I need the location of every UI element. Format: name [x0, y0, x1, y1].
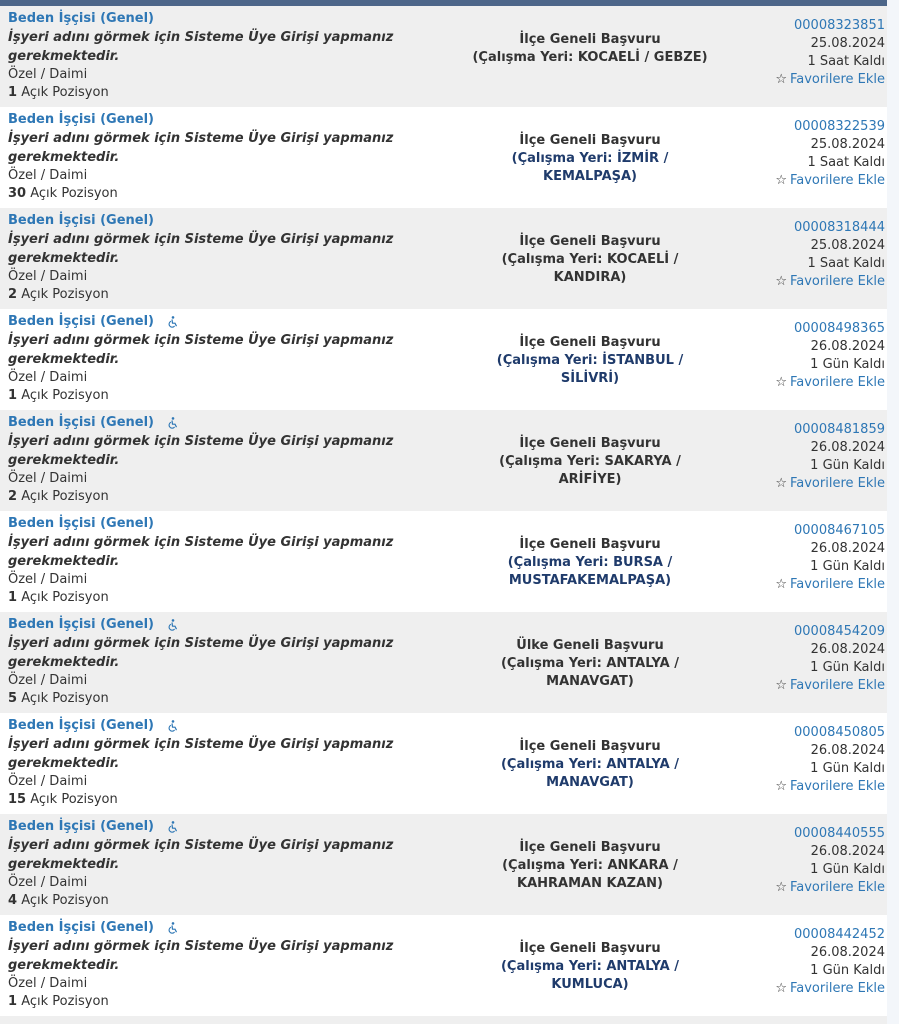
favorites-label: Favorilere Ekle	[789, 274, 885, 289]
time-remaining: 1 Gün Kaldı	[810, 458, 885, 473]
job-title-line	[8, 919, 448, 936]
listing-id-link[interactable]: 00008440555	[794, 826, 885, 841]
job-title-link[interactable]: Beden İşçisi (Genel)	[8, 920, 154, 935]
deadline-date: 26.08.2024	[810, 339, 885, 354]
favorites-label: Favorilere Ekle	[789, 375, 885, 390]
job-listing-row	[0, 107, 887, 208]
favorites-label: Favorilere Ekle	[789, 880, 885, 895]
job-info	[8, 919, 448, 1011]
job-info	[8, 818, 448, 910]
scope-label: Ülke Geneli Başvuru	[516, 638, 664, 653]
favorites-label: Favorilere Ekle	[789, 779, 885, 794]
favorites-label: Favorilere Ekle	[789, 577, 885, 592]
job-info	[8, 717, 448, 809]
favorites-label: Favorilere Ekle	[789, 476, 885, 491]
positions-label: Açık Pozisyon	[30, 186, 118, 201]
application-scope	[470, 31, 710, 67]
positions-label: Açık Pozisyon	[21, 590, 109, 605]
scope-label: İlçe Geneli Başvuru	[519, 739, 661, 754]
job-title-line	[8, 111, 448, 128]
add-to-favorites-link[interactable]	[745, 475, 885, 493]
listing-meta	[745, 421, 885, 493]
listing-meta	[745, 623, 885, 695]
listing-id-link[interactable]: 00008467105	[794, 523, 885, 538]
application-scope	[470, 637, 710, 691]
accessibility-icon	[166, 315, 180, 329]
scope-label: İlçe Geneli Başvuru	[519, 32, 661, 47]
listing-meta	[745, 118, 885, 190]
add-to-favorites-link[interactable]	[745, 677, 885, 695]
listing-meta	[745, 320, 885, 392]
time-remaining: 1 Saat Kaldı	[807, 155, 885, 170]
positions-label: Açık Pozisyon	[21, 489, 109, 504]
listing-id-link[interactable]: 00008481859	[794, 422, 885, 437]
open-positions	[8, 993, 448, 1011]
employment-type: Özel / Daimi	[8, 976, 88, 991]
positions-count: 1	[8, 388, 18, 403]
accessibility-icon	[166, 921, 180, 935]
job-title-link[interactable]: Beden İşçisi (Genel)	[8, 819, 154, 834]
job-listing-row	[0, 814, 887, 915]
employer-notice: İşyeri adını görmek için Sisteme Üye Girişi yapmanız gerekmektedir.	[8, 131, 394, 165]
employer-notice: İşyeri adını görmek için Sisteme Üye Girişi yapmanız gerekmektedir.	[8, 535, 394, 569]
add-to-favorites-link[interactable]	[745, 71, 885, 89]
employment-type: Özel / Daimi	[8, 168, 88, 183]
employer-notice: İşyeri adını görmek için Sisteme Üye Girişi yapmanız gerekmektedir.	[8, 939, 394, 973]
listing-id-link[interactable]: 00008323851	[794, 18, 885, 33]
employment-type: Özel / Daimi	[8, 471, 88, 486]
employer-notice: İşyeri adını görmek için Sisteme Üye Girişi yapmanız gerekmektedir.	[8, 737, 394, 771]
application-scope	[470, 839, 710, 893]
work-location: (Çalışma Yeri: ANKARA / KAHRAMAN KAZAN)	[502, 858, 678, 891]
open-positions	[8, 286, 448, 304]
employment-type: Özel / Daimi	[8, 67, 88, 82]
job-title-line	[8, 10, 448, 27]
favorites-label: Favorilere Ekle	[789, 72, 885, 87]
employer-notice: İşyeri adını görmek için Sisteme Üye Girişi yapmanız gerekmektedir.	[8, 636, 394, 670]
employer-notice: İşyeri adını görmek için Sisteme Üye Girişi yapmanız gerekmektedir.	[8, 333, 394, 367]
positions-count: 2	[8, 489, 18, 504]
star-outline-icon: ☆	[775, 72, 787, 87]
add-to-favorites-link[interactable]	[745, 778, 885, 796]
star-outline-icon: ☆	[775, 274, 787, 289]
work-location: (Çalışma Yeri: KOCAELİ / KANDIRA)	[501, 252, 679, 285]
job-listing-row	[0, 410, 887, 511]
job-title-line	[8, 515, 448, 532]
employer-notice: İşyeri adını görmek için Sisteme Üye Girişi yapmanız gerekmektedir.	[8, 838, 394, 872]
time-remaining: 1 Gün Kaldı	[810, 761, 885, 776]
job-info	[8, 10, 448, 102]
application-scope	[470, 435, 710, 489]
accessibility-icon	[166, 719, 180, 733]
employer-notice: İşyeri adını görmek için Sisteme Üye Girişi yapmanız gerekmektedir.	[8, 232, 394, 266]
open-positions	[8, 84, 448, 102]
job-title-line	[8, 313, 448, 330]
star-outline-icon: ☆	[775, 880, 787, 895]
deadline-date: 26.08.2024	[810, 844, 885, 859]
scope-label: İlçe Geneli Başvuru	[519, 840, 661, 855]
job-info	[8, 414, 448, 506]
add-to-favorites-link[interactable]	[745, 576, 885, 594]
listing-id-link[interactable]: 00008442452	[794, 927, 885, 942]
work-location: (Çalışma Yeri: ANTALYA / MANAVGAT)	[500, 757, 679, 790]
job-title-line	[8, 212, 448, 229]
employment-type: Özel / Daimi	[8, 875, 88, 890]
positions-label: Açık Pozisyon	[21, 994, 109, 1009]
positions-label: Açık Pozisyon	[21, 893, 109, 908]
listing-id-link[interactable]: 00008454209	[794, 624, 885, 639]
job-listing-row	[0, 511, 887, 612]
time-remaining: 1 Saat Kaldı	[807, 256, 885, 271]
employment-type: Özel / Daimi	[8, 572, 88, 587]
job-info	[8, 313, 448, 405]
job-info	[8, 111, 448, 203]
time-remaining: 1 Gün Kaldı	[810, 357, 885, 372]
job-title-link[interactable]: Beden İşçisi (Genel)	[8, 112, 154, 127]
application-scope	[470, 132, 710, 186]
open-positions	[8, 488, 448, 506]
work-location: (Çalışma Yeri: BURSA / MUSTAFAKEMALPAŞA)	[507, 555, 673, 588]
favorites-label: Favorilere Ekle	[789, 981, 885, 996]
job-listing-row	[0, 915, 887, 1016]
star-outline-icon: ☆	[775, 577, 787, 592]
positions-label: Açık Pozisyon	[21, 691, 109, 706]
employment-type: Özel / Daimi	[8, 370, 88, 385]
star-outline-icon: ☆	[775, 375, 787, 390]
work-location: (Çalışma Yeri: SAKARYA / ARİFİYE)	[499, 454, 681, 487]
listing-meta	[745, 219, 885, 291]
accessibility-icon	[166, 416, 180, 430]
deadline-date: 26.08.2024	[810, 541, 885, 556]
listing-id-link[interactable]: 00008318444	[794, 220, 885, 235]
scope-label: İlçe Geneli Başvuru	[519, 537, 661, 552]
open-positions	[8, 589, 448, 607]
time-remaining: 1 Gün Kaldı	[810, 559, 885, 574]
deadline-date: 26.08.2024	[810, 945, 885, 960]
application-scope	[470, 536, 710, 590]
star-outline-icon: ☆	[775, 981, 787, 996]
application-scope	[470, 233, 710, 287]
star-outline-icon: ☆	[775, 476, 787, 491]
positions-label: Açık Pozisyon	[21, 85, 109, 100]
scope-label: İlçe Geneli Başvuru	[519, 436, 661, 451]
open-positions	[8, 387, 448, 405]
employment-type: Özel / Daimi	[8, 673, 88, 688]
positions-count: 4	[8, 893, 18, 908]
time-remaining: 1 Saat Kaldı	[807, 54, 885, 69]
listing-id-link[interactable]: 00008498365	[794, 321, 885, 336]
positions-count: 1	[8, 590, 18, 605]
deadline-date: 26.08.2024	[810, 743, 885, 758]
deadline-date: 26.08.2024	[810, 440, 885, 455]
job-title-line	[8, 818, 448, 835]
star-outline-icon: ☆	[775, 779, 787, 794]
time-remaining: 1 Gün Kaldı	[810, 660, 885, 675]
scope-label: İlçe Geneli Başvuru	[519, 335, 661, 350]
job-title-link[interactable]: Beden İşçisi (Genel)	[8, 415, 154, 430]
job-title-link[interactable]: Beden İşçisi (Genel)	[8, 516, 154, 531]
time-remaining: 1 Gün Kaldı	[810, 963, 885, 978]
favorites-label: Favorilere Ekle	[789, 678, 885, 693]
work-location: (Çalışma Yeri: KOCAELİ / GEBZE)	[472, 50, 708, 65]
positions-count: 30	[8, 186, 27, 201]
application-scope	[470, 334, 710, 388]
positions-count: 1	[8, 994, 18, 1009]
work-location: (Çalışma Yeri: İSTANBUL / SİLİVRİ)	[496, 353, 684, 386]
add-to-favorites-link[interactable]	[745, 879, 885, 897]
time-remaining: 1 Gün Kaldı	[810, 862, 885, 877]
job-info	[8, 616, 448, 708]
scope-label: İlçe Geneli Başvuru	[519, 941, 661, 956]
job-listing-row	[0, 309, 887, 410]
open-positions	[8, 791, 448, 809]
star-outline-icon: ☆	[775, 678, 787, 693]
add-to-favorites-link[interactable]	[745, 273, 885, 291]
positions-label: Açık Pozisyon	[21, 388, 109, 403]
positions-count: 2	[8, 287, 18, 302]
add-to-favorites-link[interactable]	[745, 374, 885, 392]
job-title-link[interactable]: Beden İşçisi (Genel)	[8, 314, 154, 329]
deadline-date: 25.08.2024	[810, 36, 885, 51]
listing-meta	[745, 825, 885, 897]
deadline-date: 25.08.2024	[810, 238, 885, 253]
job-title-link[interactable]: Beden İşçisi (Genel)	[8, 718, 154, 733]
accessibility-icon	[166, 820, 180, 834]
employment-type: Özel / Daimi	[8, 774, 88, 789]
listing-meta	[745, 522, 885, 594]
job-listing-row	[0, 6, 887, 107]
open-positions	[8, 185, 448, 203]
page-margin	[887, 0, 899, 1024]
employer-notice: İşyeri adını görmek için Sisteme Üye Girişi yapmanız gerekmektedir.	[8, 30, 394, 64]
application-scope	[470, 738, 710, 792]
job-listing-list	[0, 6, 887, 1016]
favorites-label: Favorilere Ekle	[789, 173, 885, 188]
application-scope	[470, 940, 710, 994]
work-location: (Çalışma Yeri: ANTALYA / KUMLUCA)	[500, 959, 679, 992]
job-title-link[interactable]: Beden İşçisi (Genel)	[8, 213, 154, 228]
positions-count: 5	[8, 691, 18, 706]
listing-meta	[745, 724, 885, 796]
positions-count: 1	[8, 85, 18, 100]
listing-meta	[745, 17, 885, 89]
positions-count: 15	[8, 792, 27, 807]
job-title-line	[8, 717, 448, 734]
accessibility-icon	[166, 618, 180, 632]
job-listing-row	[0, 208, 887, 309]
job-listing-row	[0, 612, 887, 713]
listing-id-link[interactable]: 00008322539	[794, 119, 885, 134]
open-positions	[8, 690, 448, 708]
job-title-link[interactable]: Beden İşçisi (Genel)	[8, 617, 154, 632]
add-to-favorites-link[interactable]	[745, 980, 885, 998]
deadline-date: 25.08.2024	[810, 137, 885, 152]
star-outline-icon: ☆	[775, 173, 787, 188]
work-location: (Çalışma Yeri: ANTALYA / MANAVGAT)	[500, 656, 679, 689]
work-location: (Çalışma Yeri: İZMİR / KEMALPAŞA)	[511, 151, 669, 184]
employment-type: Özel / Daimi	[8, 269, 88, 284]
listing-id-link[interactable]: 00008450805	[794, 725, 885, 740]
deadline-date: 26.08.2024	[810, 642, 885, 657]
job-title-line	[8, 616, 448, 633]
positions-label: Açık Pozisyon	[21, 287, 109, 302]
open-positions	[8, 892, 448, 910]
employer-notice: İşyeri adını görmek için Sisteme Üye Girişi yapmanız gerekmektedir.	[8, 434, 394, 468]
job-title-line	[8, 414, 448, 431]
job-listing-row	[0, 713, 887, 814]
positions-label: Açık Pozisyon	[30, 792, 118, 807]
add-to-favorites-link[interactable]	[745, 172, 885, 190]
job-title-link[interactable]: Beden İşçisi (Genel)	[8, 11, 154, 26]
job-info	[8, 515, 448, 607]
scope-label: İlçe Geneli Başvuru	[519, 234, 661, 249]
scope-label: İlçe Geneli Başvuru	[519, 133, 661, 148]
job-info	[8, 212, 448, 304]
listing-meta	[745, 926, 885, 998]
next-row-peek	[0, 1016, 887, 1024]
